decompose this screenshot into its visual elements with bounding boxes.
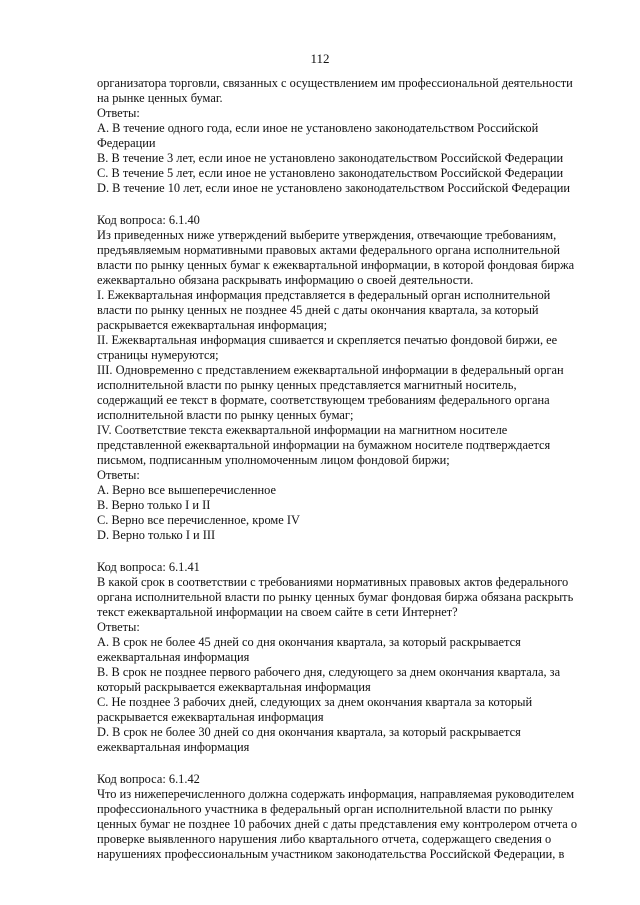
question-continuation	[97, 76, 602, 196]
answer-option-b: B. В срок не позднее первого рабочего дня, следующего за днем окончания квартала, за	[97, 665, 561, 679]
statement-iii: исполнительной власти по рынку ценных представляется магнитный носитель,	[97, 378, 517, 392]
question-text-line: власти по рынку ценных бумаг к ежеквартальной информации, в которой фондовая биржа	[97, 258, 575, 272]
question-text-line: ценных бумаг не позднее 10 рабочих дней с даты представления ему контролером отчета о	[97, 817, 578, 831]
answers-label: Ответы:	[97, 468, 140, 482]
statement-iv: представленной ежеквартальной информации на бумажном носителе подтверждается	[97, 438, 551, 452]
answer-option-c: раскрывается ежеквартальная информация	[97, 710, 324, 724]
question-6-1-40	[97, 213, 602, 543]
answers-label: Ответы:	[97, 106, 140, 120]
statement-iv: письмом, подписанным уполномоченным лицом фондовой биржи;	[97, 453, 450, 467]
answers-label: Ответы:	[97, 620, 140, 634]
statement-iii: содержащий ее текст в формате, соответствующем требованиям федерального органа	[97, 393, 550, 407]
answer-option-a: ежеквартальная информация	[97, 650, 250, 664]
answer-option-a: A. В срок не более 45 дней со дня окончания квартала, за который раскрывается	[97, 635, 521, 649]
statement-i: власти по рынку ценных не позднее 45 дней с даты окончания квартала, за который	[97, 303, 539, 317]
question-6-1-41	[97, 560, 602, 755]
answer-option-c: C. Не позднее 3 рабочих дней, следующих за днем окончания квартала за который	[97, 695, 533, 709]
answer-option-d: D. В срок не более 30 дней со дня окончания квартала, за который раскрывается	[97, 725, 521, 739]
statement-ii: II. Ежеквартальная информация сшивается и скрепляется печатью фондовой биржи, ее	[97, 333, 558, 347]
answer-option-d: D. В течение 10 лет, если иное не установлено законодательством Российской Федерации	[97, 181, 571, 195]
question-code: Код вопроса: 6.1.40	[97, 213, 200, 227]
question-text-line: предъявляемым нормативными правовых актами федерального органа исполнительной	[97, 243, 561, 257]
statement-ii: страницы нумеруются;	[97, 348, 219, 362]
statement-iii: исполнительной власти по рынку ценных бумаг;	[97, 408, 354, 422]
question-text-line: Из приведенных ниже утверждений выберите утверждения, отвечающие требованиям,	[97, 228, 557, 242]
answer-option-c: C. Верно все перечисленное, кроме IV	[97, 513, 300, 527]
question-text-line: текст ежеквартальной информации на своем сайте в сети Интернет?	[97, 605, 458, 619]
answer-option-d: D. Верно только I и III	[97, 528, 216, 542]
answer-option-a: Федерации	[97, 136, 156, 150]
statement-iv: IV. Соответствие текста ежеквартальной информации на магнитном носителе	[97, 423, 508, 437]
question-text-line: ежеквартально обязана раскрывать информацию о своей деятельности.	[97, 273, 474, 287]
question-code: Код вопроса: 6.1.42	[97, 772, 200, 786]
answer-option-a: A. В течение одного года, если иное не установлено законодательством Российской	[97, 121, 539, 135]
answer-option-a: A. Верно все вышеперечисленное	[97, 483, 276, 497]
question-text-line: на рынке ценных бумаг.	[97, 91, 223, 105]
question-text-line: органа исполнительной власти по рынку ценных бумаг фондовая биржа обязана раскрыть	[97, 590, 574, 604]
page-content	[97, 76, 602, 862]
question-text-line: нарушениях профессиональным участником законодательства Российской Федерации, в	[97, 847, 565, 861]
question-text-line: проверке выявленного нарушения либо квартального отчета, содержащего сведения о	[97, 832, 552, 846]
answer-option-c: C. В течение 5 лет, если иное не установлено законодательством Российской Федерации	[97, 166, 564, 180]
question-text-line: В какой срок в соответствии с требованиями нормативных правовых актов федерального	[97, 575, 569, 589]
question-text-line: организатора торговли, связанных с осуществлением им профессиональной деятельности	[97, 76, 573, 90]
question-6-1-42	[97, 772, 602, 862]
answer-option-b: B. Верно только I и II	[97, 498, 211, 512]
answer-option-b: B. В течение 3 лет, если иное не установлено законодательством Российской Федерации	[97, 151, 564, 165]
statement-i: раскрывается ежеквартальная информация;	[97, 318, 328, 332]
answer-option-b: который раскрывается ежеквартальная информация	[97, 680, 371, 694]
question-code: Код вопроса: 6.1.41	[97, 560, 200, 574]
page-number: 112	[310, 51, 330, 66]
statement-iii: III. Одновременно с представлением ежеквартальной информации в федеральный орган	[97, 363, 564, 377]
statement-i: I. Ежеквартальная информация представляется в федеральный орган исполнительной	[97, 288, 551, 302]
question-text-line: Что из нижеперечисленного должна содержать информация, направляемая руководителем	[97, 787, 575, 801]
answer-option-d: ежеквартальная информация	[97, 740, 250, 754]
question-text-line: профессионального участника в федеральный орган исполнительной власти по рынку	[97, 802, 553, 816]
